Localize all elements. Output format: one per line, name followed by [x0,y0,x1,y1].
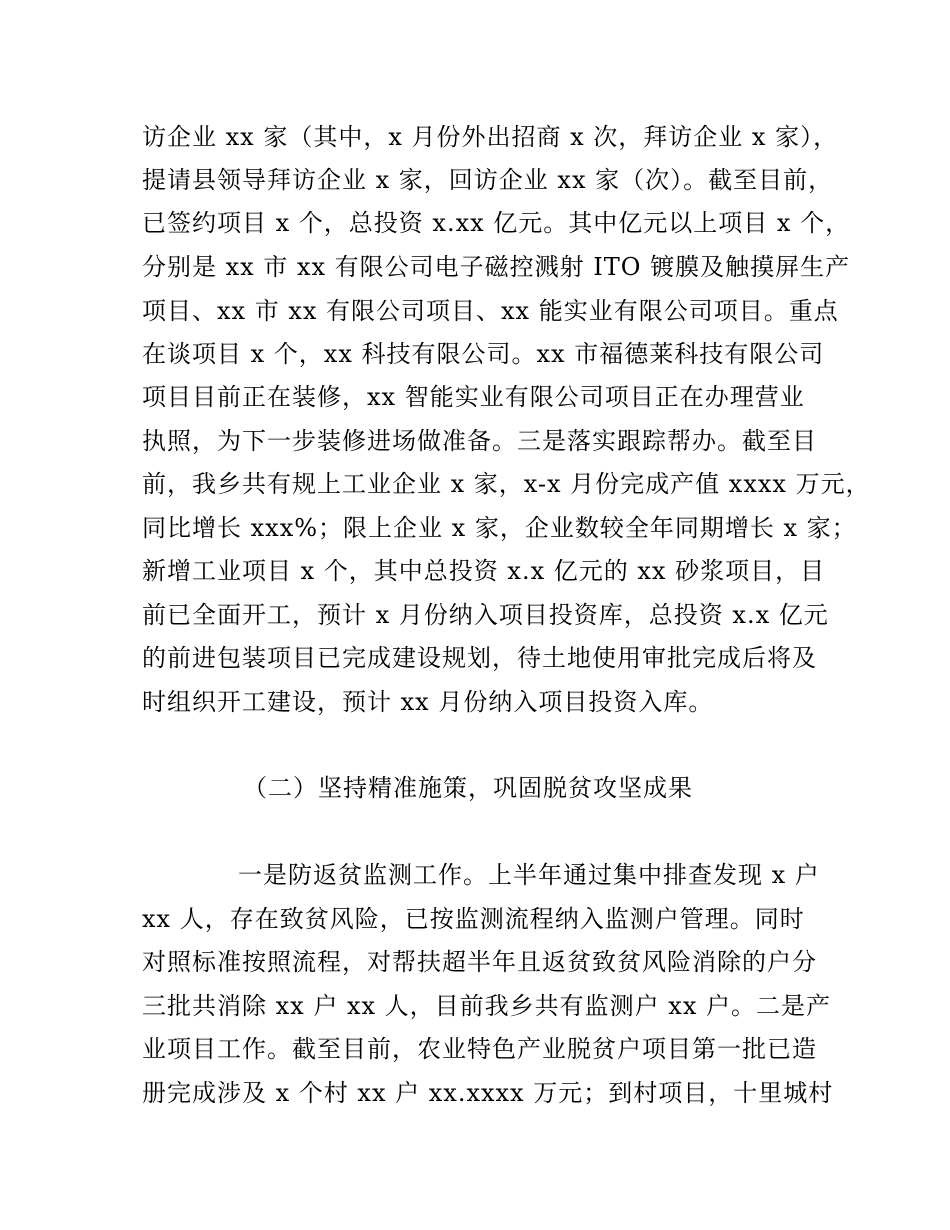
paragraph-line: 新增工业项目 x 个，其中总投资 x.x 亿元的 xx 砂浆项目，目 [142,557,826,585]
paragraph-line: 提请县领导拜访企业 x 家，回访企业 xx 家（次）。截至目前， [142,166,834,194]
paragraph-line: 在谈项目 x 个，xx 科技有限公司。xx 市福德莱科技有限公司 [142,340,825,368]
paragraph-line: xx 人，存在致贫风险，已按监测流程纳入监测户管理。同时 [142,905,805,933]
paragraph-line: 项目目前正在装修，xx 智能实业有限公司项目正在办理营业 [142,383,805,411]
paragraph-line: 一是防返贫监测工作。上半年通过集中排查发现 x 户 [238,861,820,889]
paragraph-line: 前，我乡共有规上工业企业 x 家，x-x 月份完成产值 xxxx 万元， [142,470,871,498]
paragraph-line: 项目、xx 市 xx 有限公司项目、xx 能实业有限公司项目。重点 [142,297,839,325]
paragraph-line: 册完成涉及 x 个村 xx 户 xx.xxxx 万元；到村项目，十里城村 [142,1079,834,1107]
paragraph-line: 同比增长 xxx%；限上企业 x 家，企业数较全年同期增长 x 家； [142,514,857,542]
paragraph-line: 三批共消除 xx 户 xx 人，目前我乡共有监测户 xx 户。二是产 [142,992,831,1020]
paragraph-line: 的前进包装项目已完成建设规划，待土地使用审批完成后将及 [142,644,817,672]
paragraph-line: 访企业 xx 家（其中，x 月份外出招商 x 次，拜访企业 x 家）， [142,123,839,151]
paragraph-line: 前已全面开工，预计 x 月份纳入项目投资库，总投资 x.x 亿元 [142,601,829,629]
section-heading: （二）坚持精准施策，巩固脱贫攻坚成果 [243,774,693,802]
paragraph-line: 对照标准按照流程，对帮扶超半年且返贫致贫风险消除的户分 [142,948,817,976]
paragraph-line: 已签约项目 x 个，总投资 x.xx 亿元。其中亿元以上项目 x 个， [142,209,851,237]
paragraph-line: 执照，为下一步装修进场做准备。三是落实跟踪帮办。截至目 [142,427,817,455]
paragraph-line: 分别是 xx 市 xx 有限公司电子磁控溅射 ITO 镀膜及触摸屏生产 [142,253,851,281]
paragraph-line: 时组织开工建设，预计 xx 月份纳入项目投资入库。 [142,688,714,716]
paragraph-line: 业项目工作。截至目前，农业特色产业脱贫户项目第一批已造 [142,1035,817,1063]
